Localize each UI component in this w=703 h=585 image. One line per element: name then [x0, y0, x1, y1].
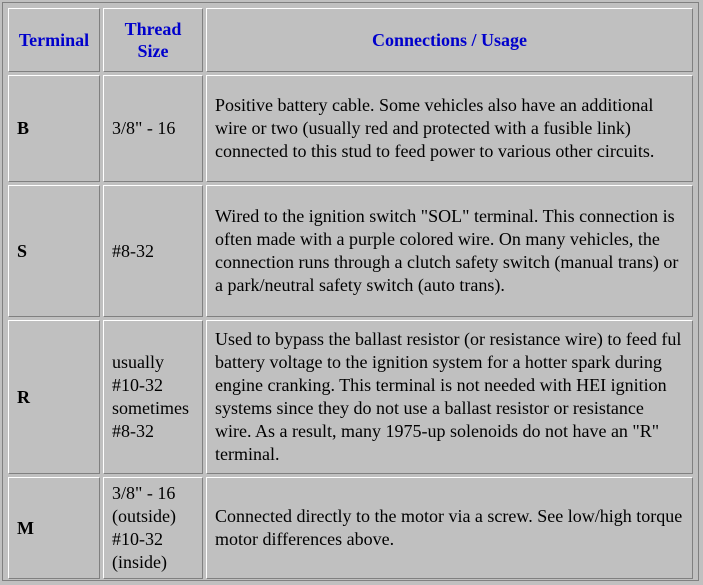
- terminal-cell: S: [8, 185, 100, 317]
- thread-size-line: #8-32: [112, 240, 154, 261]
- usage-cell: Connected directly to the motor via a screw. See low/high torque motor differences above.: [206, 477, 693, 579]
- terminal-cell: B: [8, 75, 100, 182]
- table-row-s: [8, 185, 693, 317]
- header-connections-usage: Connections / Usage: [206, 8, 693, 72]
- thread-size-cell: [103, 75, 203, 182]
- header-terminal: Terminal: [8, 8, 100, 72]
- thread-size-cell: [103, 477, 203, 579]
- thread-size-line: (outside): [112, 506, 176, 526]
- header-thread-size-line-1: Thread: [124, 19, 182, 39]
- thread-size-line: #8-32: [112, 421, 154, 441]
- thread-size-cell: [103, 320, 203, 474]
- thread-size-line: 3/8" - 16: [112, 483, 176, 503]
- table-row-r: [8, 320, 693, 474]
- thread-size-line: #10-32: [112, 529, 163, 549]
- usage-cell: Used to bypass the ballast resistor (or resistance wire) to feed ful battery voltage to the ignition system for a hotter spark during engine cranking. This terminal is not needed with HEI ignition systems since they do not use a ballast resistor or resistance wire. As a result, many 1975-up solenoids do not have an "R" terminal.: [206, 320, 693, 474]
- header-thread-size: [103, 8, 203, 72]
- thread-size-line: #10-32: [112, 375, 163, 395]
- usage-cell: Wired to the ignition switch "SOL" terminal. This connection is often made with a purple colored wire. On many vehicles, the connection runs through a clutch safety switch (manual trans) or a park/neutral safety switch (auto trans).: [206, 185, 693, 317]
- terminal-cell: R: [8, 320, 100, 474]
- terminal-table-frame: [2, 2, 699, 581]
- thread-size-line: usually: [112, 352, 164, 372]
- thread-size-line: 3/8" - 16: [112, 118, 176, 138]
- table-row-b: [8, 75, 693, 182]
- table-row-m: [8, 477, 693, 579]
- header-thread-size-line-2: Size: [137, 41, 169, 61]
- terminal-cell: M: [8, 477, 100, 579]
- thread-size-line: (inside): [112, 552, 167, 572]
- thread-size-cell: [103, 185, 203, 317]
- terminal-table: [5, 5, 696, 582]
- table-header-row: [8, 8, 693, 72]
- usage-cell: Positive battery cable. Some vehicles also have an additional wire or two (usually red and protected with a fusible link) connected to this stud to feed power to various other circuits.: [206, 75, 693, 182]
- thread-size-line: sometimes: [112, 398, 189, 418]
